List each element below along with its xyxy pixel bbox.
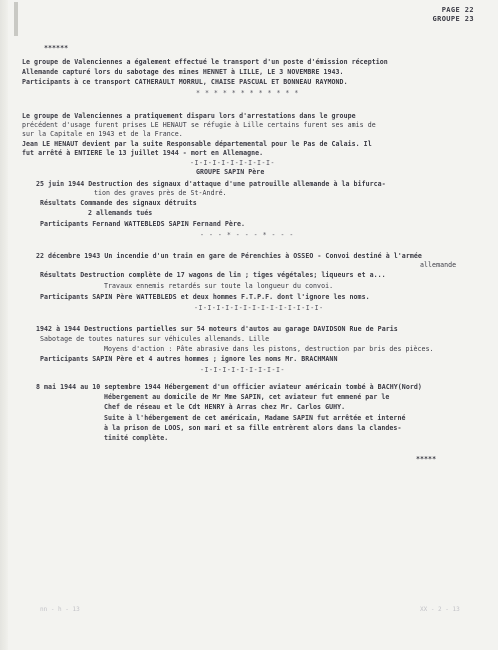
page-label: PAGE 22 — [441, 6, 474, 14]
text-line: à la prison de LOOS, son mari et sa fille entrèrent alors dans la clandes- — [104, 424, 402, 432]
text-line: 22 décembre 1943 Un incendie d'un train en gare de Pérenchies à OSSEO - Convoi destiné à l'armée — [36, 252, 422, 260]
text-line: sur la Capitale en 1943 et de la France. — [22, 130, 183, 138]
footer-right-ghost: XX - 2 - 13 — [420, 606, 460, 613]
text-line: Le groupe de Valenciennes a pratiquement disparu lors d'arrestations dans le groupe — [22, 112, 356, 120]
text-line: Allemande capturé lors du sabotage des mines HENNET à LILLE, LE 3 NOVEMBRE 1943. — [22, 68, 344, 76]
text-line: Suite à l'hébergement de cet américain, Madame SAPIN fut arrêtée et interné — [104, 414, 406, 422]
footer-ghost: nn - h - 13 — [40, 606, 80, 613]
separator: -I-I-I-I-I-I-I-I-I- — [200, 366, 285, 374]
text-line: Participants SAPIN Père et 4 autres hommes ; ignore les noms Mr. BRACHMANN — [40, 355, 338, 363]
text-line: Hébergement au domicile de Mr Mme SAPIN, cet aviateur fut emmené par le — [104, 393, 390, 401]
text-line: Travaux ennemis retardés sur toute la longueur du convoi. — [104, 282, 334, 290]
separator: * * * * * * * * * * * * — [196, 89, 299, 97]
group-label: GROUPE 23 — [432, 15, 474, 23]
text-line: précédent d'usage furent prises LE HENAUT se réfugie à Lille certains furent ses amis de — [22, 121, 376, 129]
separator: -I-I-I-I-I-I-I-I-I- — [190, 159, 275, 167]
text-line: Participants à ce transport CATHERAULT MORRUL, CHAISE PASCUAL ET BONNEAU RAYMOND. — [22, 78, 348, 86]
separator: -I-I-I-I-I-I-I-I-I-I-I-I-I-I- — [194, 304, 324, 312]
separator: - - - * - - - * - - - — [200, 231, 294, 239]
text-line: fut arrêté à ENTIERE le 13 juillet 1944 - mort en Allemagne. — [22, 149, 264, 157]
text-line: 2 allemands tués — [88, 209, 153, 217]
section-heading: GROUPE SAPIN Père — [196, 168, 265, 176]
text-line: Participants SAPIN Père WATTEBLEDS et deux hommes F.T.P.F. dont l'ignore les noms. — [40, 293, 370, 301]
text-line: tion des graves près de St-André. — [94, 189, 227, 197]
text-line: Sabotage de toutes natures sur véhicules allemands. Lille — [40, 335, 270, 343]
text-line: tinité complète. — [104, 434, 169, 442]
text-line: Participants Fernand WATTEBLEDS SAPIN Fernand Père. — [40, 220, 246, 228]
text-line: 25 juin 1944 Destruction des signaux d'attaque d'une patrouille allemande à la bifurca- — [36, 180, 386, 188]
text-line: 1942 à 1944 Destructions partielles sur 54 moteurs d'autos au garage DAVIDSON Rue de Paris — [36, 325, 398, 333]
page-fold-shadow — [0, 0, 8, 650]
punch-mark — [14, 2, 18, 36]
text-line: Jean LE HENAUT devient par la suite Responsable départemental pour le Pas de Calais. Il — [22, 140, 372, 148]
top-stars: ****** — [44, 44, 69, 52]
text-line: allemande — [420, 261, 457, 269]
text-line: 8 mai 1944 au 10 septembre 1944 Hébergement d'un officier aviateur américain tombé à BACHY(Nord) — [36, 383, 422, 391]
bottom-stars: ***** — [416, 455, 437, 463]
text-line: Résultats Destruction complète de 17 wagons de lin ; tiges végétales; liqueurs et a... — [40, 271, 386, 279]
text-line: Chef de réseau et le Cdt HENRY à Arras chez Mr. Carlos GUHY. — [104, 403, 346, 411]
text-line: Résultats Commande des signaux détruits — [40, 199, 197, 207]
text-line: Moyens d'action : Pâte abrasive dans les pistons, destruction par bris des pièces. — [104, 345, 434, 353]
text-line: Le groupe de Valenciennes a également effectué le transport d'un poste d'émission réception — [22, 58, 388, 66]
